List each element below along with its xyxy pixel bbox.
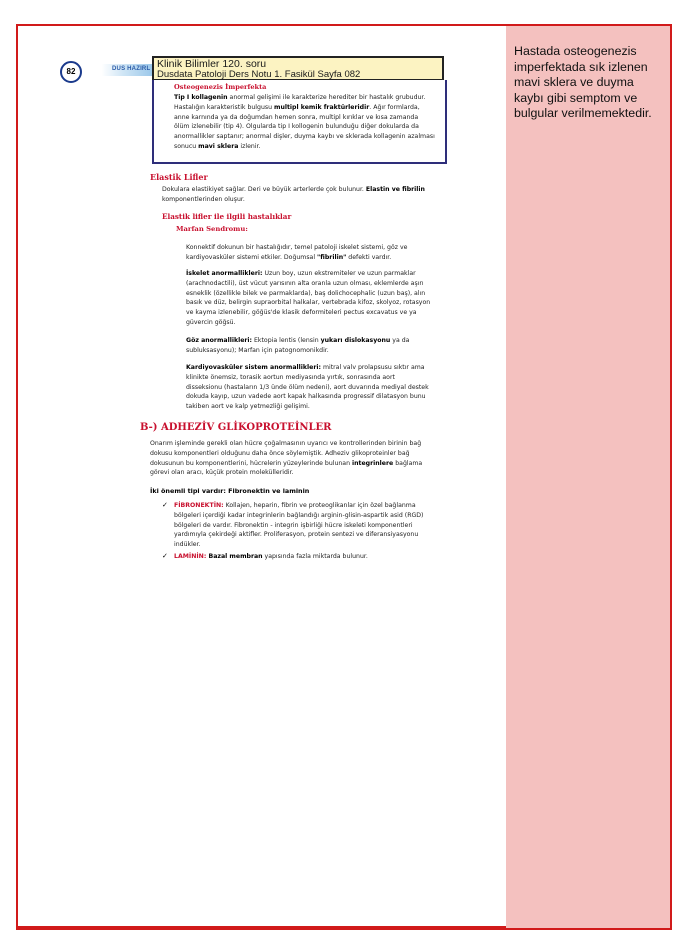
- page-number: 82: [60, 61, 82, 83]
- oi-b3: mavi sklera: [198, 142, 239, 150]
- marfan-eye-b: yukarı dislokasyonu: [320, 337, 391, 344]
- source-callout: [152, 56, 444, 80]
- adhesive-heading: B-) ADHEZİV GLİKOPROTEİNLER: [140, 422, 332, 433]
- marfan-skeletal-text: Uzun boy, uzun ekstremiteler ve uzun parmaklar (arachnodactili), üst vücut yarısının alta oranla uzun olması, eklemlerde aşırı esneklik (özellikle bilek ve parmaklarda), baş dolichocephalic (uzun baş), alın basık ve düz, belirgin supraorbital halkalar, vertebrada kifoz, skolyoz, rotasyon ve kayma izlenebilir, göğüs'de klasik deformiteleri pectus excavatus ve ya güvercin göğsü.: [186, 270, 431, 326]
- oi-t2: . Ağır formlarda, anne karnında ya da doğumdan hemen sonra, multipl kırıklar ve kısa zamanda ölüm izlenebilir (tip 4). Olgularda tip I kollogenin bulunduğu diğer dokularda da anormallikler saptanır; anormal dişler, duyma kaybı ve sklerada kollagenin azalması sonucu: [174, 103, 435, 150]
- marfan-cardio: [186, 363, 432, 412]
- fibronectin-text: Kollajen, heparin, fibrin ve proteoglikanlar için özel bağlanma bölgeleri içerdiği kadar integrinlerin bağlandığı arginin-glisin-aspartik asid (RGD) bölgeleri de vardır. Fibronektin - integrin işbirliği hücre iskeleti komponentleri yardımıyla çekirdeği aktifler. Proliferasyon, protein sentezi ve diferansiyasyonu indükler.: [174, 502, 424, 549]
- adhesive-p1: Onarım işleminde gerekli olan hücre çoğalmasının uyarıcı ve kontrollerinden birinin bağ dokusu komponentleri olduğunu daha önce söylemiştik. Adheziv glikoproteinler bağ dokusunun bu komponentlerini, hücrelerin yüzeylerinde bulunan: [150, 440, 422, 467]
- adhesive-p1b: integrinlere: [352, 459, 394, 467]
- elastic-heading: Elastik Lifler: [150, 172, 208, 182]
- marfan-intro: [186, 243, 432, 263]
- list-item-fibronectin: [162, 501, 434, 550]
- marfan-eye-label: Göz anormallikleri:: [186, 337, 253, 344]
- marfan-skeletal: [186, 269, 432, 328]
- marfan-intro-a: Konnektif dokunun bir hastalığıdır, temel patoloji iskelet sistemi, göz ve kardiyovasküler sistemi etkiler. Doğumsal: [186, 244, 408, 261]
- side-note-panel: [506, 26, 670, 928]
- laminin-label: LAMİNİN:: [174, 553, 207, 560]
- adhesive-types: İki önemli tipi vardır: Fibronektin ve laminin: [150, 487, 310, 495]
- check-icon: ✓: [162, 552, 168, 560]
- marfan-intro-c: defekti vardır.: [346, 253, 392, 261]
- marfan-cardio-text: mitral valv prolapsusu sıktır ama klinikte önemsiz, torasik aortun mediyasında yırtık, sonrasında aort disseksionu (hastaların 1/3 ünde ölüm nedeni), aort duvarında mediyal destek dokuda kayıp, uzun vadede aort kapak halkasında progressif dilatasyon bunu takiben aort ve kalp yetmezliği gelişimi.: [186, 364, 429, 411]
- laminin-bold: Bazal membran: [206, 553, 263, 560]
- marfan-cardio-label: Kardiyovasküler sistem anormallikleri:: [186, 364, 321, 371]
- oi-box: [152, 80, 447, 164]
- check-icon: ✓: [162, 501, 168, 509]
- marfan-eye: [186, 336, 432, 356]
- adhesive-p1c: bağlama görevi olan aracı, küçük protein molekülleridir.: [150, 459, 423, 477]
- oi-b2: multipl kemik fraktürleridir: [274, 103, 370, 111]
- adhesive-paragraph: [150, 439, 434, 478]
- elastic-t2: komponentlerinden oluşur.: [162, 195, 245, 203]
- elastic-b1: Elastin ve fibrilin: [365, 186, 425, 193]
- marfan-eye-c: ya da subluksasyonu); Marfan için patognomonikdir.: [186, 337, 410, 354]
- marfan-heading: Marfan Sendromu:: [176, 225, 248, 233]
- elastic-t1: Dokulara elastikiyet sağlar. Deri ve büyük arterlerde çok bulunur.: [162, 186, 366, 193]
- oi-b1: Tip I kollagenin: [174, 94, 228, 101]
- list-item-laminin: [162, 552, 434, 562]
- oi-paragraph: [174, 93, 435, 152]
- laminin-text: yapısında fazla miktarda bulunur.: [262, 553, 368, 560]
- elastic-paragraph: [162, 185, 434, 205]
- marfan-intro-b: "fibrilin": [317, 253, 347, 261]
- oi-t1: anormal gelişimi ile karakterize herediter bir hastalık grubudur. Hastalığın karakteristik bulgusu: [174, 94, 426, 111]
- marfan-skeletal-label: İskelet anormallikleri:: [186, 270, 263, 277]
- callout-line-2: Dusdata Patoloji Ders Notu 1. Fasikül Sayfa 082: [157, 69, 361, 80]
- marfan-eye-a: Ektopia lentis (lensin: [252, 337, 321, 344]
- running-header-text: DUS HAZIRL: [112, 66, 151, 72]
- oi-heading: Osteogenezis İmperfekta: [174, 83, 267, 91]
- oi-t3: izlenir.: [238, 142, 261, 150]
- side-note-text: Hastada osteogenezis imperfektada sık izlenen mavi sklera ve duyma kaybı gibi semptom ve bulgular verilmemektedir.: [514, 44, 652, 121]
- fibronectin-label: FİBRONEKTİN:: [174, 502, 224, 509]
- elastic-diseases-heading: Elastik lifler ile ilgili hastalıklar: [162, 212, 292, 221]
- callout-line-1: Klinik Bilimler 120. soru: [157, 58, 267, 70]
